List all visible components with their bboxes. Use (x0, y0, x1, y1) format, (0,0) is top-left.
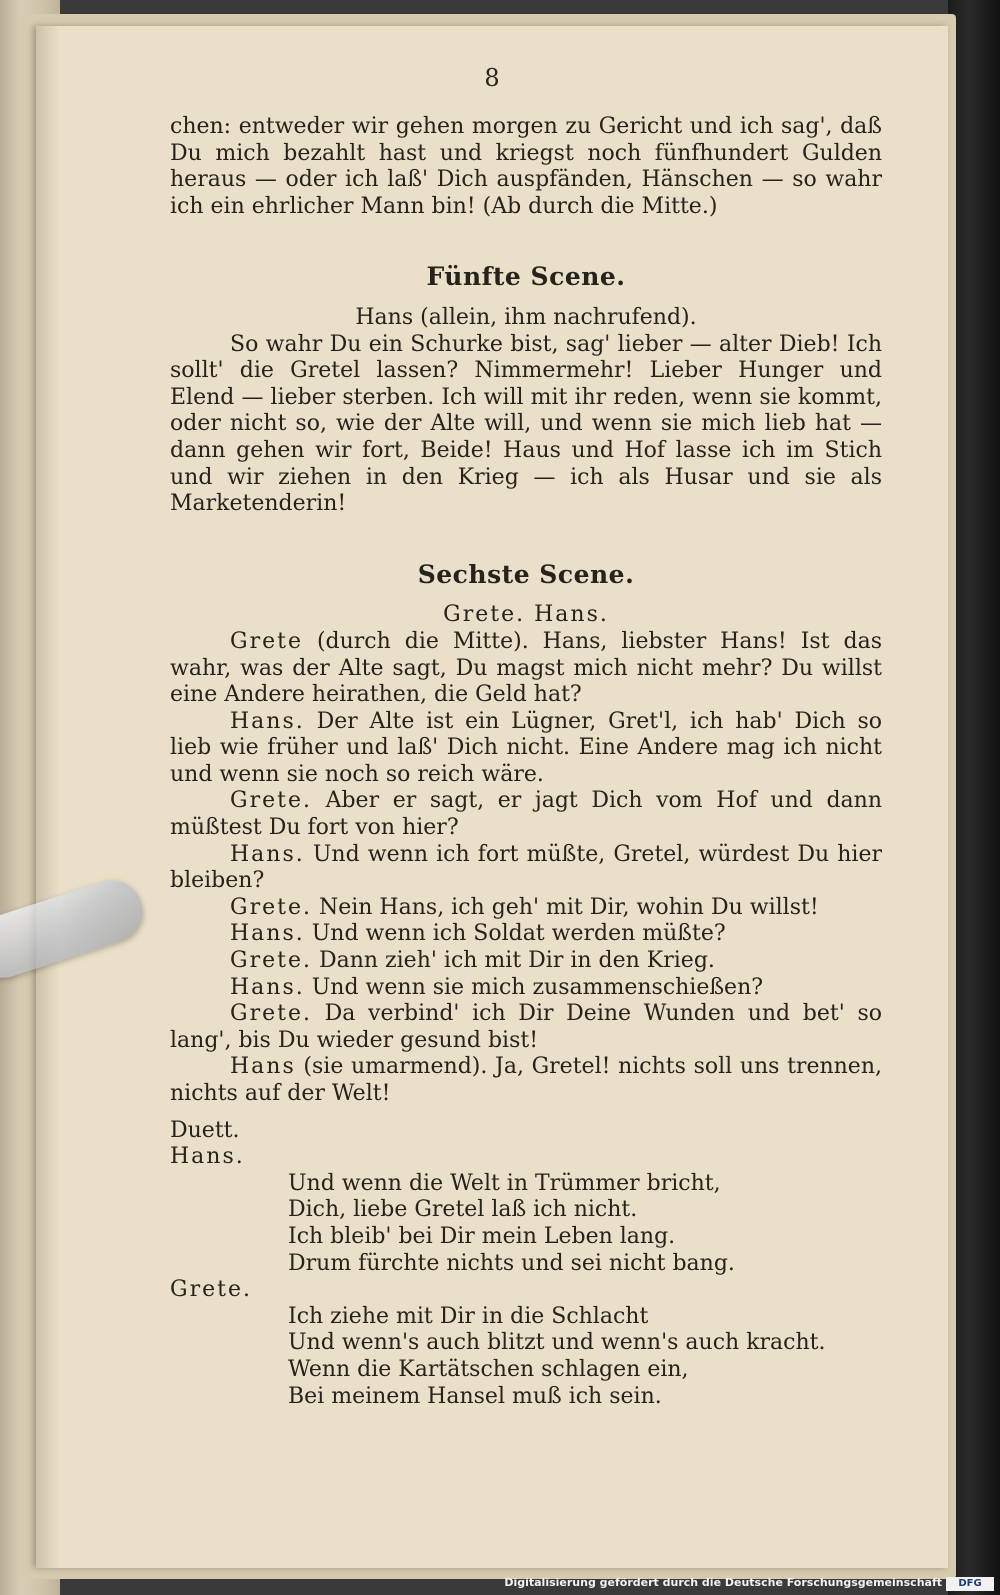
dialogue-text: Und wenn ich Soldat werden müßte? (311, 921, 726, 947)
book-page (36, 26, 948, 1568)
verse-line: Wenn die Kartätschen schlagen ein, (288, 1356, 689, 1382)
dialogue-text: Und wenn ich fort müßte, Gretel, würdest Du hier bleiben? (170, 841, 882, 894)
speaker-name: Hans. (230, 921, 305, 947)
dialogue-line (170, 1054, 882, 1107)
stage-direction: Hans (allein, ihm nachrufend). (355, 304, 697, 330)
speaker-name: Hans. (230, 708, 305, 734)
verse-line: Und wenn's auch blitzt und wenn's auch kracht. (288, 1330, 826, 1356)
verse-line: Drum fürchte nichts und sei nicht bang. (288, 1250, 735, 1276)
scene-heading-5: Fünfte Scene. (426, 262, 626, 292)
duet-title: Duett. (170, 1117, 240, 1143)
dialogue-line (170, 975, 882, 1002)
dfg-logo: DFG (946, 1577, 994, 1591)
dialogue-line (170, 842, 882, 895)
verse-line: Ich bleib' bei Dir mein Leben lang. (288, 1223, 676, 1249)
verse-block (170, 1144, 882, 1410)
page-number: 8 (484, 64, 500, 92)
digitization-credit: Digitalisierung gefördert durch die Deutsche Forschungsgemeinschaft (504, 1576, 942, 1589)
scene-heading-6: Sechste Scene. (417, 559, 635, 589)
verse-line: Bei meinem Hansel muß ich sein. (288, 1383, 662, 1409)
page-text (170, 114, 882, 1410)
dialogue-text: Da verbind' ich Dir Deine Wunden und bet' so lang', bis Du wieder gesund bist! (170, 1001, 882, 1053)
dialogue-text: (sie umarmend). Ja, Gretel! nichts soll uns trennen, nichts auf der Welt! (170, 1054, 882, 1106)
speaker-name: Grete. (230, 788, 312, 814)
speaker-name: Grete. (230, 1001, 312, 1027)
dialogue-text: Und wenn sie mich zusammenschießen? (311, 974, 764, 1000)
dialogue-text: Nein Hans, ich geh' mit Dir, wohin Du willst! (318, 894, 819, 920)
dialogue-text: (durch die Mitte). Hans, liebster Hans! Ist das wahr, was der Alte sagt, Du magst mich nicht mehr? Du willst eine Andere heirathen, die Geld hat? (170, 628, 883, 708)
speaker-name: Grete (230, 628, 303, 654)
scene-persons: Grete. Hans. (443, 602, 609, 628)
dialogue-line (170, 895, 882, 922)
speaker-name: Hans. (230, 841, 305, 867)
dialogue-text: Dann zieh' ich mit Dir in den Krieg. (318, 948, 715, 974)
verse-speaker: Grete. (170, 1277, 252, 1303)
speaker-name: Grete. (230, 894, 312, 920)
verse-speaker: Hans. (170, 1144, 245, 1170)
dialogue-line (170, 921, 882, 948)
verse-line: Und wenn die Welt in Trümmer bricht, (288, 1170, 721, 1196)
dialogue-line (170, 788, 882, 841)
verse-line: Ich ziehe mit Dir in die Schlacht (288, 1303, 649, 1329)
dialogue-line (170, 948, 882, 975)
speaker-name: Grete. (230, 948, 312, 974)
dialogue-line (170, 709, 882, 789)
dialogue-text: Der Alte ist ein Lügner, Gret'l, ich hab' Dich so lieb wie früher und laß' Dich nicht. Eine Andere mag ich nicht und wenn sie noch so reich wäre. (170, 708, 882, 787)
dialogue-line (170, 629, 882, 709)
verse-line: Dich, liebe Gretel laß ich nicht. (288, 1197, 638, 1223)
monologue: So wahr Du ein Schurke bist, sag' lieber — alter Dieb! Ich sollt' die Gretel lassen? Nimmermehr! Lieber Hunger und Elend — lieber sterben. Ich will mit ihr reden, wenn sie kommt, oder nicht so, wie der Alte will, und wenn sie mich lieb hat — dann gehen wir fort, Beide! Haus und Hof lasse ich im Stich und wir ziehen in den Krieg — ich als Husar und sie als Marketenderin! (170, 331, 882, 517)
dialogue-text: Aber er sagt, er jagt Dich vom Hof und dann müßtest Du fort von hier? (170, 788, 882, 841)
speaker-name: Hans (230, 1054, 296, 1080)
paragraph-continuation: chen: entweder wir gehen morgen zu Gericht und ich sag', daß Du mich bezahlt hast und kriegst noch fünfhundert Gulden heraus — oder ich laß' Dich auspfänden, Hänschen — so wahr ich ein ehrlicher Mann bin! (Ab durch die Mitte.) (170, 114, 882, 219)
dialogue-line (170, 1001, 882, 1054)
speaker-name: Hans. (230, 974, 305, 1000)
